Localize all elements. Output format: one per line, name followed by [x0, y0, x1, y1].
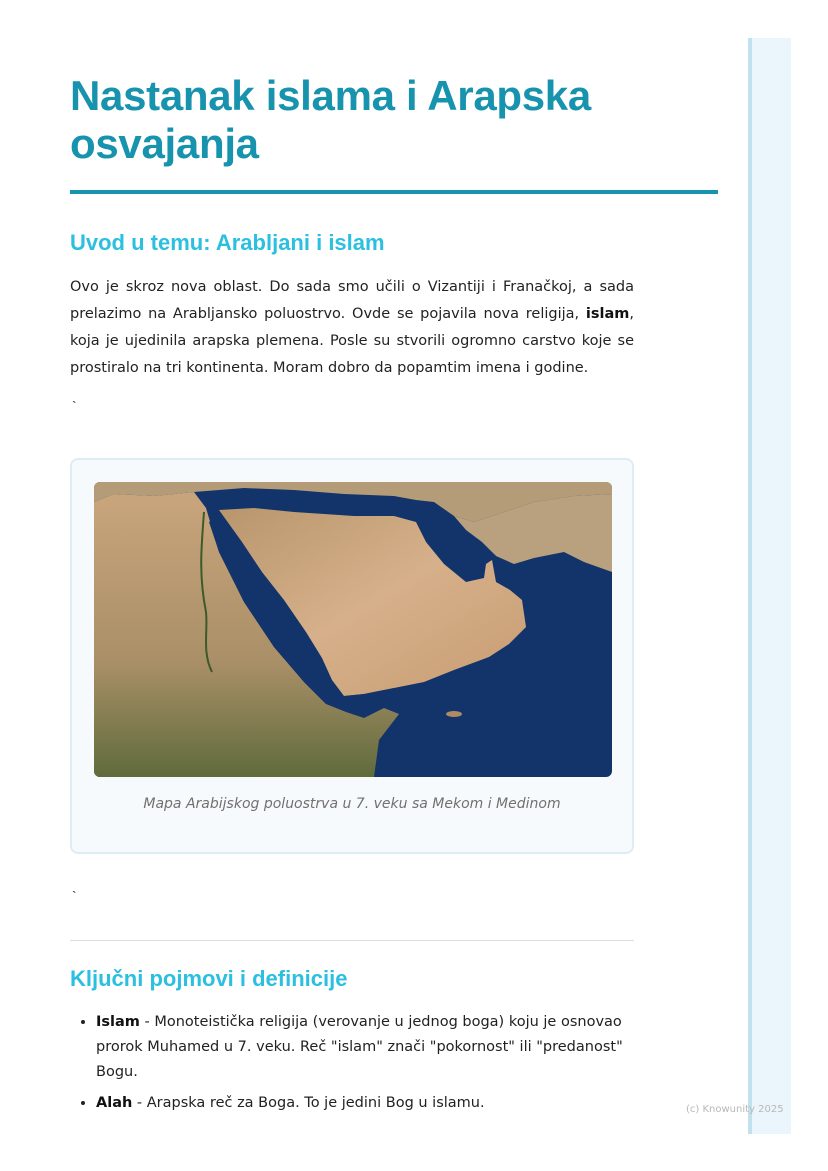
list-item [96, 1091, 666, 1116]
definition: - Arapska reč za Boga. To je jedini Bog u islamu. [132, 1095, 485, 1111]
intro-heading: Uvod u temu: Arabljani i islam [70, 230, 385, 255]
right-margin-panel [748, 38, 791, 1134]
intro-paragraph [70, 274, 634, 382]
stray-backtick-2: ` [72, 888, 77, 904]
intro-text-before: Ovo je skroz nova oblast. Do sada smo učili o Vizantiji i Franačkoj, a sada prelazimo na Arabljansko poluostrvo. Ovde se pojavila nova religija, [70, 279, 634, 322]
definitions-list [70, 1010, 666, 1122]
term: Alah [96, 1095, 133, 1111]
map-caption: Mapa Arabijskog poluostrva u 7. veku sa Mekom i Medinom [143, 796, 561, 812]
stray-backtick: ` [72, 398, 77, 414]
map-figure [70, 458, 634, 854]
title-underline [70, 190, 718, 194]
definitions-heading: Ključni pojmovi i definicije [70, 966, 348, 991]
section-divider [70, 940, 634, 941]
definition: - Monoteistička religija (verovanje u jednog boga) koju je osnovao prorok Muhamed u 7. veku. Reč "islam" znači "pokornost" ili "predanost" Bogu. [96, 1014, 623, 1080]
copyright-text: (c) Knowunity 2025 [686, 1104, 784, 1115]
term: Islam [96, 1014, 140, 1030]
intro-text-after: , koja je ujedinila arapska plemena. Posle su stvorili ogromno carstvo koje se prostiralo na tri kontinenta. Moram dobro da popamtim imena i godine. [70, 306, 634, 376]
page-title: Nastanak islama i Arapska osvajanja [70, 72, 591, 167]
arabian-peninsula-map [94, 482, 612, 777]
list-item [96, 1010, 666, 1085]
intro-text-bold: islam [585, 306, 630, 322]
map-image [94, 482, 612, 777]
island [446, 711, 462, 717]
